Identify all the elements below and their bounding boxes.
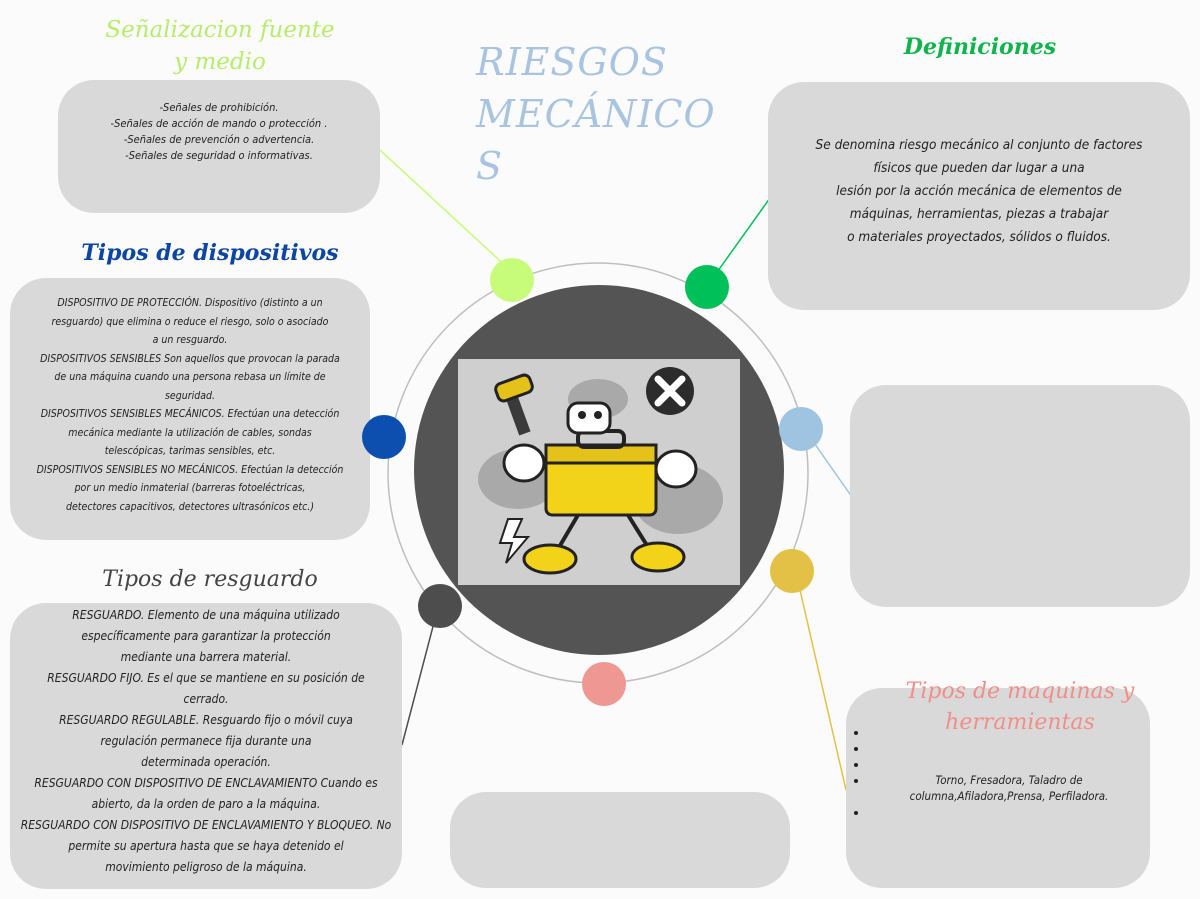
text-line: DISPOSITIVOS SENSIBLES Son aquellos que provocan la parada — [40, 352, 340, 365]
maquinas-list — [846, 724, 1150, 820]
node-dot-blue-light — [779, 407, 823, 451]
node-dot-green — [685, 265, 729, 309]
text-line: específicamente para garantizar la protección — [81, 629, 331, 643]
text-line: DISPOSITIVO DE PROTECCIÓN. Dispositivo (distinto a un — [57, 297, 323, 309]
text-line: o materiales proyectados, sólidos o fluidos. — [847, 229, 1111, 245]
node-dot-green-light — [490, 258, 534, 302]
resguardo-box — [10, 603, 402, 889]
maquinas-heading — [870, 676, 1170, 738]
definiciones-box — [768, 82, 1190, 310]
text-line: regulación permanece fija durante una — [100, 734, 312, 748]
text-line: RESGUARDO REGULABLE. Resguardo fijo o móvil cuya — [59, 713, 353, 727]
text-line: DISPOSITIVOS SENSIBLES NO MECÁNICOS. Efectúan la detección — [36, 463, 344, 476]
text-line: detectores capacitivos, detectores ultrasónicos etc.) — [65, 500, 315, 513]
text-line: telescópicas, tarimas sensibles, etc. — [104, 445, 276, 457]
text-line: seguridad. — [164, 389, 215, 402]
connector-resguardo — [402, 615, 436, 745]
list-item — [868, 804, 1150, 820]
text-line: Se denomina riesgo mecánico al conjunto de factores — [815, 137, 1143, 153]
text-line: lesión por la acción mecánica de elementos de — [836, 183, 1122, 199]
node-dot-gray — [418, 584, 462, 628]
heading-line: y medio — [174, 49, 266, 75]
x-mark-icon — [646, 367, 694, 415]
list-item: -Señales de acción de mando o protección . — [110, 117, 328, 130]
text-line: determinada operación. — [141, 755, 271, 769]
list-item — [868, 740, 1150, 756]
text-line: a un resguardo. — [152, 334, 228, 346]
text-line: mediante una barrera material. — [120, 650, 292, 664]
empty-info-box — [850, 385, 1190, 607]
text-line: RESGUARDO FIJO. Es el que se mantiene en su posición de — [47, 671, 365, 685]
text-line: por un medio inmaterial (barreras fotoeléctricas, — [74, 482, 306, 494]
heading-line: Señalizacion fuente — [105, 17, 335, 43]
text-line: permite su apertura hasta que se haya detenido el — [68, 839, 344, 853]
heading-line: herramientas — [945, 710, 1095, 735]
text-line: físicos que pueden dar lugar a una — [873, 160, 1085, 176]
title-line: RIESGOS — [476, 40, 668, 84]
title-line: MECÁNICO — [476, 92, 716, 136]
node-dot-salmon — [582, 662, 626, 706]
text-line: mecánica mediante la utilización de cables, sondas — [68, 426, 312, 439]
senalizacion-box — [58, 80, 380, 213]
heading-line: Tipos de maquinas y — [905, 679, 1135, 704]
text-line: de una máquina cuando una persona rebasa un límite de — [54, 371, 326, 383]
dispositivos-text — [10, 294, 370, 516]
text-line: máquinas, herramientas, piezas a trabajar — [849, 206, 1109, 222]
text-line: movimiento peligroso de la máquina. — [105, 860, 307, 874]
text-line: abierto, da la orden de paro a la máquina. — [91, 797, 321, 811]
node-dot-blue-dark — [362, 415, 406, 459]
list-item: • Torno, Fresadora, Taladro de columna,Afiladora,Prensa, Perfiladora. — [868, 772, 1150, 804]
text-line: RESGUARDO. Elemento de una máquina utilizado — [72, 608, 340, 622]
definiciones-text — [768, 134, 1190, 249]
page-title — [476, 36, 716, 192]
title-line: S — [476, 144, 504, 188]
resguardo-heading: Tipos de resguardo — [102, 567, 318, 592]
connector-empty-right — [812, 440, 852, 497]
toolbox-mascot-illustration — [458, 359, 740, 585]
dispositivos-heading: Tipos de dispositivos — [81, 240, 339, 266]
list-item — [868, 756, 1150, 772]
text-line: cerrado. — [183, 692, 229, 706]
list-item: -Señales de prevención o advertencia. — [123, 133, 315, 146]
resguardo-text — [10, 605, 402, 878]
empty-bottom-box — [450, 792, 790, 888]
text-line: resguardo) que elimina o reduce el riesgo, solo o asociado — [51, 315, 329, 328]
list-item: -Señales de seguridad o informativas. — [125, 149, 313, 162]
senalizacion-list — [58, 100, 380, 164]
list-item: -Señales de prohibición. — [159, 101, 279, 114]
definiciones-heading: Definiciones — [903, 34, 1057, 60]
senalizacion-heading — [80, 14, 360, 78]
node-dot-yellow — [770, 549, 814, 593]
connector-maquinas — [800, 590, 846, 790]
text-line: DISPOSITIVOS SENSIBLES MECÁNICOS. Efectúan una detección — [40, 408, 340, 420]
dispositivos-box — [10, 278, 370, 540]
text-line: RESGUARDO CON DISPOSITIVO DE ENCLAVAMIENTO Cuando es — [34, 776, 378, 790]
text-line: RESGUARDO CON DISPOSITIVO DE ENCLAVAMIENTO Y BLOQUEO. No — [20, 818, 392, 832]
